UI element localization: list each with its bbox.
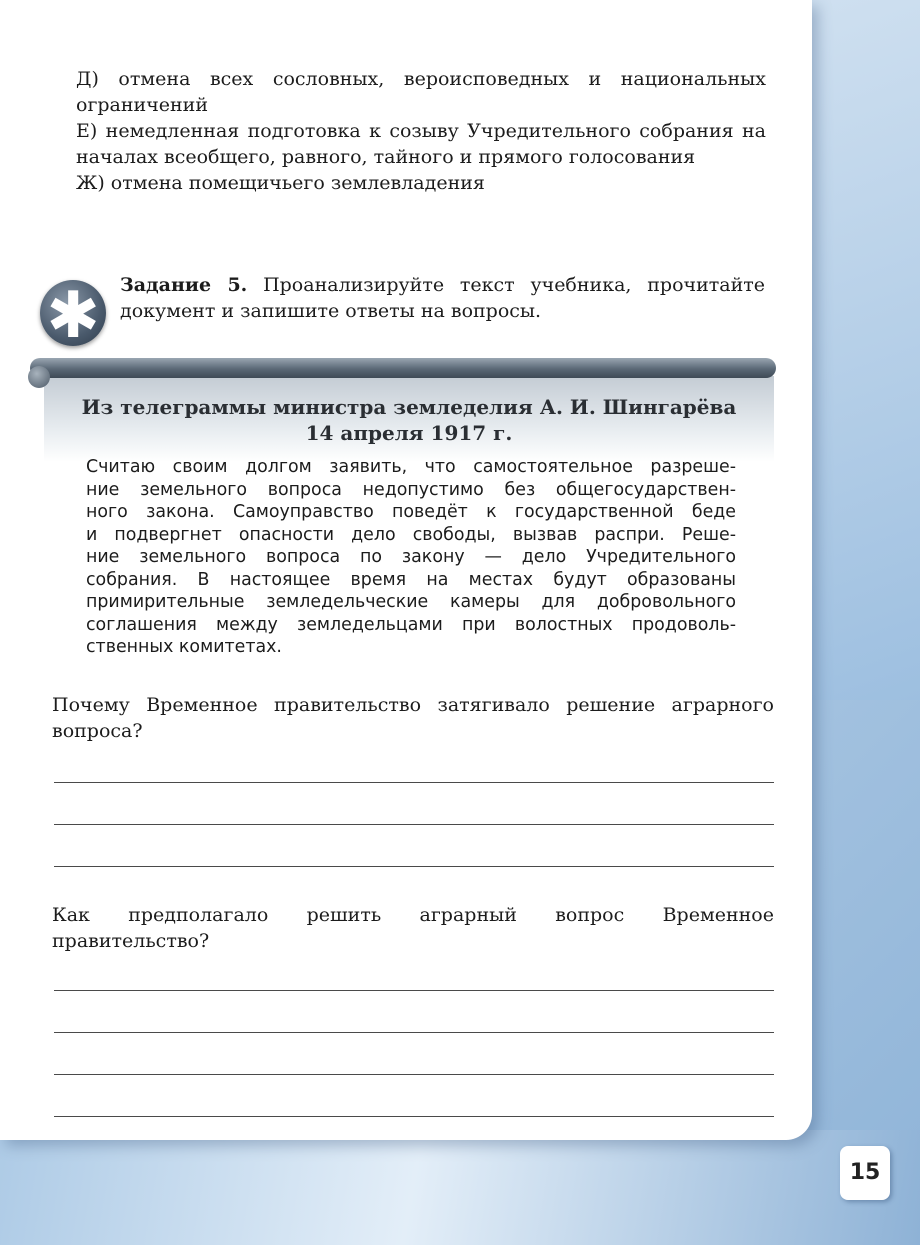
option-e: Е) немедленная подготовка к созыву Учредительного собрания на началах всеобщего, равного, тайного и прямого голосования	[76, 120, 766, 168]
document-line: ние земельного вопроса недопустимо без общегосударствен-	[86, 479, 736, 500]
document-line: соглашения между земледельцами при волостных продоволь-	[86, 614, 736, 635]
document-line: ного закона. Самоуправство поведёт к государственной беде	[86, 502, 736, 522]
question-2: Как предполагало решить аграрный вопрос Временное правительство?	[52, 904, 774, 952]
document-line: и подвергнет опасности дело свободы, вызвав распри. Реше-	[86, 524, 736, 545]
page-number: 15	[840, 1146, 890, 1200]
option-zh: Ж) отмена помещичьего землевладения	[76, 172, 485, 194]
answer-line-q1-3[interactable]	[54, 866, 774, 867]
option-d: Д) отмена всех сословных, вероисповедных и национальных ограничений	[76, 68, 766, 116]
answer-line-q1-1[interactable]	[54, 782, 774, 783]
answer-line-q2-2[interactable]	[54, 1032, 774, 1033]
question-1: Почему Временное правительство затягивало решение аграрного вопроса?	[52, 694, 774, 742]
document-title	[44, 394, 774, 446]
document-line: ственных комитетах.	[86, 637, 282, 657]
scroll-rod	[30, 358, 776, 378]
answer-line-q1-2[interactable]	[54, 824, 774, 825]
document-line: собрания. В настоящее время на местах будут образованы	[86, 569, 736, 590]
answer-line-q2-4[interactable]	[54, 1116, 774, 1117]
options-list	[76, 66, 766, 196]
task-label: Задание 5.	[120, 274, 248, 296]
document-line: Считаю своим долгом заявить, что самостоятельное разреше-	[86, 457, 736, 477]
document-title-line1: Из телеграммы министра земледелия А. И. Шингарёва	[81, 395, 737, 419]
answer-line-q2-1[interactable]	[54, 990, 774, 991]
document-line: примирительные земледельческие камеры для добровольного	[86, 592, 736, 612]
task-instruction	[120, 272, 765, 324]
asterisk-icon: ✱	[40, 280, 106, 346]
document-title-line2: 14 апреля 1917 г.	[305, 421, 513, 445]
scroll-rod-end	[28, 366, 50, 388]
document-text	[86, 456, 736, 659]
background-facet-bottom	[0, 1130, 920, 1245]
answer-line-q2-3[interactable]	[54, 1074, 774, 1075]
document-line: ние земельного вопроса по закону — дело Учредительного	[86, 547, 736, 567]
task-text: Проанализируйте текст учебника, прочитайте документ и запишите ответы на вопросы.	[120, 274, 765, 322]
